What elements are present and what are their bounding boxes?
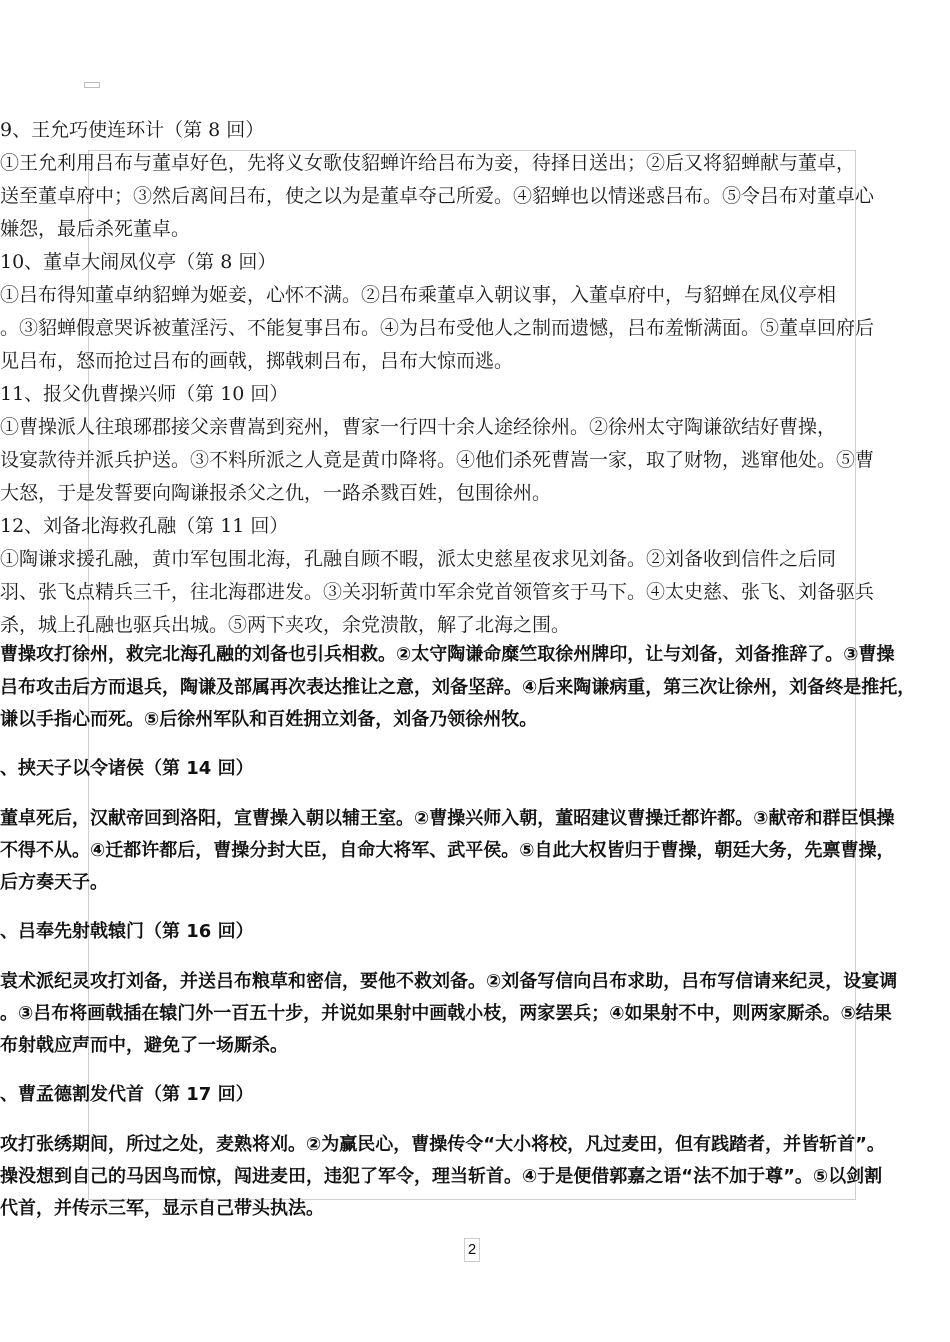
heading-16: 、吕奉先射戟辕门（第 16 回） [0, 921, 254, 942]
page-number: 2 [464, 1238, 480, 1262]
paragraph-line: ①吕布得知董卓纳貂蝉为姬妾，心怀不满。②吕布乘董卓入朝议事，入董卓府中，与貂蝉在凤仪亭相 [0, 284, 837, 306]
heading-14: 、挟天子以令诸侯（第 14 回） [0, 758, 254, 779]
paragraph-line: 攻打张绣期间，所过之处，麦熟将刈。②为赢民心，曹操传令“大小将校，凡过麦田，但有践踏者，并皆斩首”。 [0, 1134, 885, 1155]
paragraph-line: 见吕布，怒而抢过吕布的画戟，掷戟刺吕布，吕布大惊而逃。 [0, 350, 514, 372]
paragraph-line: 董卓死后，汉献帝回到洛阳，宣曹操入朝以辅王室。②曹操兴师入朝，董昭建议曹操迁都许都。③献帝和群臣惧操 [0, 808, 895, 829]
paragraph-line: 代首，并传示三军，显示自己带头执法。 [0, 1198, 324, 1219]
heading-10: 10、董卓大闹凤仪亭（第 8 回） [0, 251, 277, 273]
paragraph-line: ①曹操派人往琅琊郡接父亲曹嵩到兖州，曹家一行四十余人途经徐州。②徐州太守陶谦欲结好曹操， [0, 416, 837, 438]
paragraph-line: 送至董卓府中；③然后离间吕布，使之以为是董卓夺己所爱。④貂蝉也以情迷惑吕布。⑤令吕布对董卓心 [0, 185, 875, 207]
paragraph-line: 大怒，于是发誓要向陶谦报杀父之仇，一路杀戮百姓，包围徐州。 [0, 482, 552, 504]
paragraph-line: 曹操攻打徐州，救完北海孔融的刘备也引兵相救。②太守陶谦命糜竺取徐州牌印，让与刘备，刘备推辞了。③曹操 [0, 644, 895, 665]
paragraph-line: 设宴款待并派兵护送。③不料所派之人竟是黄巾降将。④他们杀死曹嵩一家，取了财物，逃窜他处。⑤曹 [0, 449, 875, 471]
paragraph-line: 谦以手指心而死。⑤后徐州军队和百姓拥立刘备，刘备乃领徐州牧。 [0, 709, 538, 730]
page-corner-marker [84, 82, 100, 88]
heading-9: 9、王允巧使连环计（第 8 回） [0, 119, 265, 141]
paragraph-line: 杀，城上孔融也驱兵出城。⑤两下夹攻，余党溃散，解了北海之围。 [0, 614, 571, 636]
paragraph-line: 后方奏天子。 [0, 872, 108, 893]
heading-11: 11、报父仇曹操兴师（第 10 回） [0, 383, 289, 405]
paragraph-line: 吕布攻击后方而退兵，陶谦及部属再次表达推让之意，刘备坚辞。④后来陶谦病重，第三次让徐州，刘备终是推托， [0, 677, 916, 698]
paragraph-line: ①陶谦求援孔融，黄巾军包围北海，孔融自顾不暇，派太史慈星夜求见刘备。②刘备收到信件之后同 [0, 548, 837, 570]
paragraph-line: ①王允利用吕布与董卓好色，先将义女歌伎貂蝉许给吕布为妾，待择日送出；②后又将貂蝉献与董卓， [0, 152, 856, 174]
paragraph-line: 羽、张飞点精兵三千，往北海郡进发。③关羽斩黄巾军余党首领管亥于马下。④太史慈、张飞、刘备驱兵 [0, 581, 875, 603]
paragraph-line: 不得不从。④迁都许都后，曹操分封大臣，自命大将军、武平侯。⑤自此大权皆归于曹操，朝廷大务，先禀曹操， [0, 840, 895, 861]
paragraph-line: 嫌怨，最后杀死董卓。 [0, 218, 191, 240]
paragraph-line: 袁术派纪灵攻打刘备，并送吕布粮草和密信，要他不救刘备。②刘备写信向吕布求助，吕布写信请来纪灵，设宴调 [0, 971, 898, 992]
paragraph-line: 布射戟应声而中，避免了一场厮杀。 [0, 1035, 288, 1056]
heading-17: 、曹孟德割发代首（第 17 回） [0, 1084, 254, 1105]
serif-text-block [0, 114, 950, 642]
paragraph-line: 操没想到自己的马因鸟而惊，闯进麦田，违犯了军令，理当斩首。④于是便借郭嘉之语“法不加于尊”。⑤以剑割 [0, 1166, 883, 1187]
paragraph-line: 。③貂蝉假意哭诉被董淫污、不能复事吕布。④为吕布受他人之制而遗憾，吕布羞惭满面。⑤董卓回府后 [0, 317, 875, 339]
paragraph-line: 。③吕布将画戟插在辕门外一百五十步，并说如果射中画戟小枝，两家罢兵；④如果射不中，则两家厮杀。⑤结果 [0, 1003, 892, 1024]
heading-12: 12、刘备北海救孔融（第 11 回） [0, 515, 289, 537]
